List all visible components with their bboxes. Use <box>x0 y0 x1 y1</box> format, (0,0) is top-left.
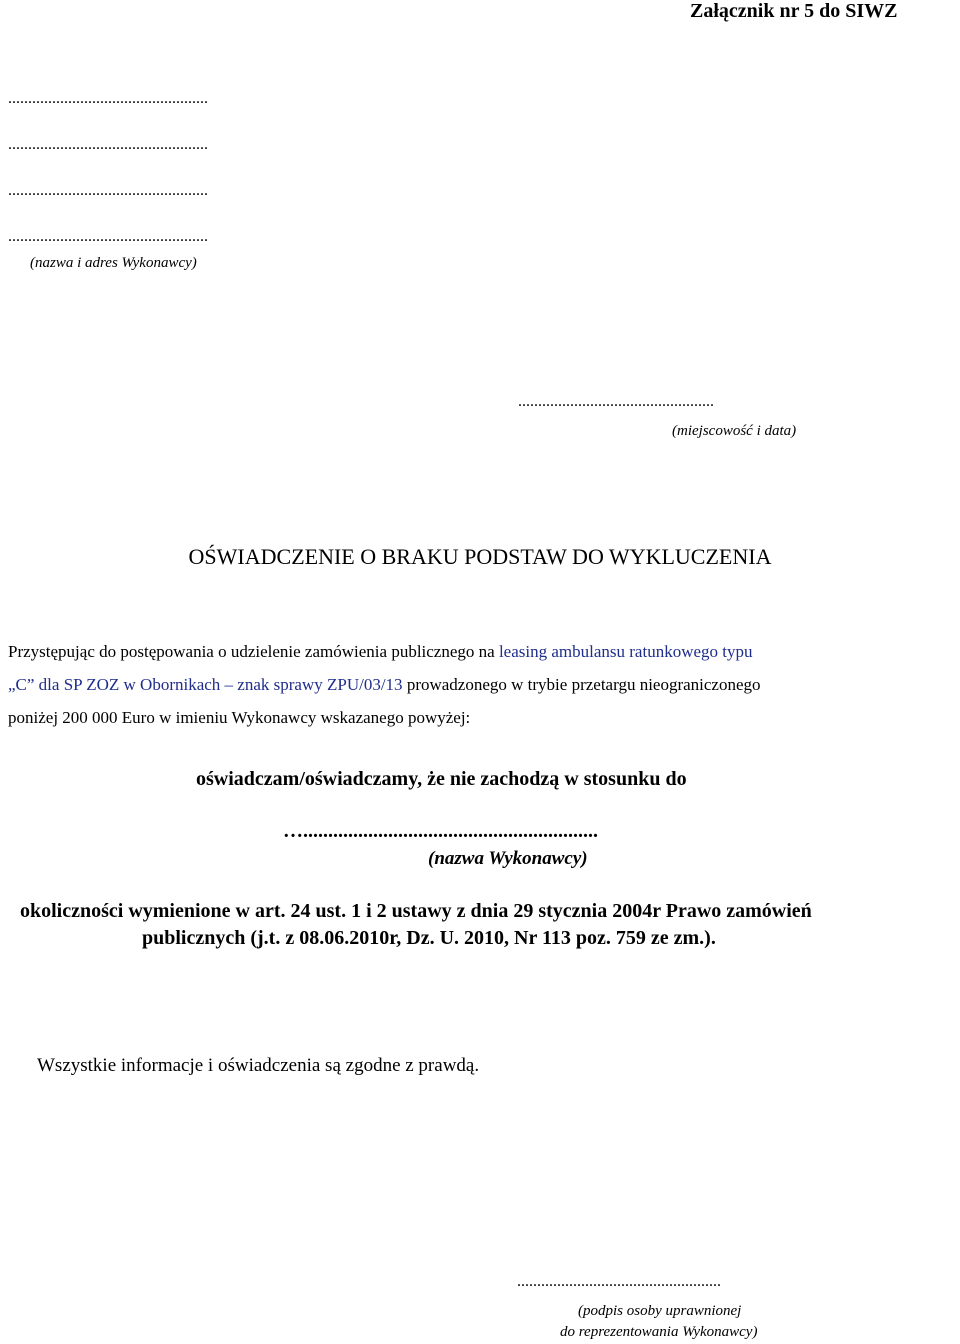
intro-line-1 <box>8 642 752 662</box>
intro-line-2 <box>8 675 761 695</box>
signature-caption-line-2: do reprezentowania Wykonawcy) <box>560 1324 758 1340</box>
signature-dots: ................................................... <box>517 1273 721 1290</box>
contractor-dot-line: .................................................. <box>8 228 208 245</box>
contractor-dot-line: .................................................. <box>8 90 208 107</box>
intro-text: Przystępując do postępowania o udzielenie zamówienia publicznego na <box>8 642 499 661</box>
subject-text: „C” dla SP ZOZ w Obornikach – znak sprawy ZPU/03/13 <box>8 675 403 694</box>
document-title: OŚWIADCZENIE O BRAKU PODSTAW DO WYKLUCZENIA <box>188 544 772 569</box>
subject-text: leasing ambulansu ratunkowego typu <box>498 642 753 661</box>
annex-heading: Załącznik nr 5 do SIWZ <box>690 0 898 22</box>
circumstances-line-2: publicznych (j.t. z 08.06.2010r, Dz. U. 2010, Nr 113 poz. 759 ze zm.). <box>142 927 716 949</box>
intro-line-3: poniżej 200 000 Euro w imieniu Wykonawcy wskazanego powyżej: <box>8 708 471 727</box>
contractor-name-dots: …........................................................... <box>283 820 598 842</box>
contractor-dot-line: .................................................. <box>8 182 208 199</box>
declaration-text: oświadczam/oświadczamy, że nie zachodzą w stosunku do <box>196 768 687 790</box>
signature-caption-line-1: (podpis osoby uprawnionej <box>578 1303 742 1319</box>
circumstances-line-1: okoliczności wymienione w art. 24 ust. 1 i 2 ustawy z dnia 29 stycznia 2004r Prawo zamówień <box>20 900 812 922</box>
contractor-caption: (nazwa i adres Wykonawcy) <box>30 255 197 271</box>
contractor-name-caption: (nazwa Wykonawcy) <box>428 848 588 869</box>
truth-statement: Wszystkie informacje i oświadczenia są zgodne z prawdą. <box>37 1055 480 1076</box>
intro-text: prowadzonego w trybie przetargu nieograniczonego <box>402 675 761 694</box>
place-date-caption: (miejscowość i data) <box>672 423 797 439</box>
contractor-dot-line: .................................................. <box>8 136 208 153</box>
place-date-dots: ................................................. <box>518 393 714 410</box>
